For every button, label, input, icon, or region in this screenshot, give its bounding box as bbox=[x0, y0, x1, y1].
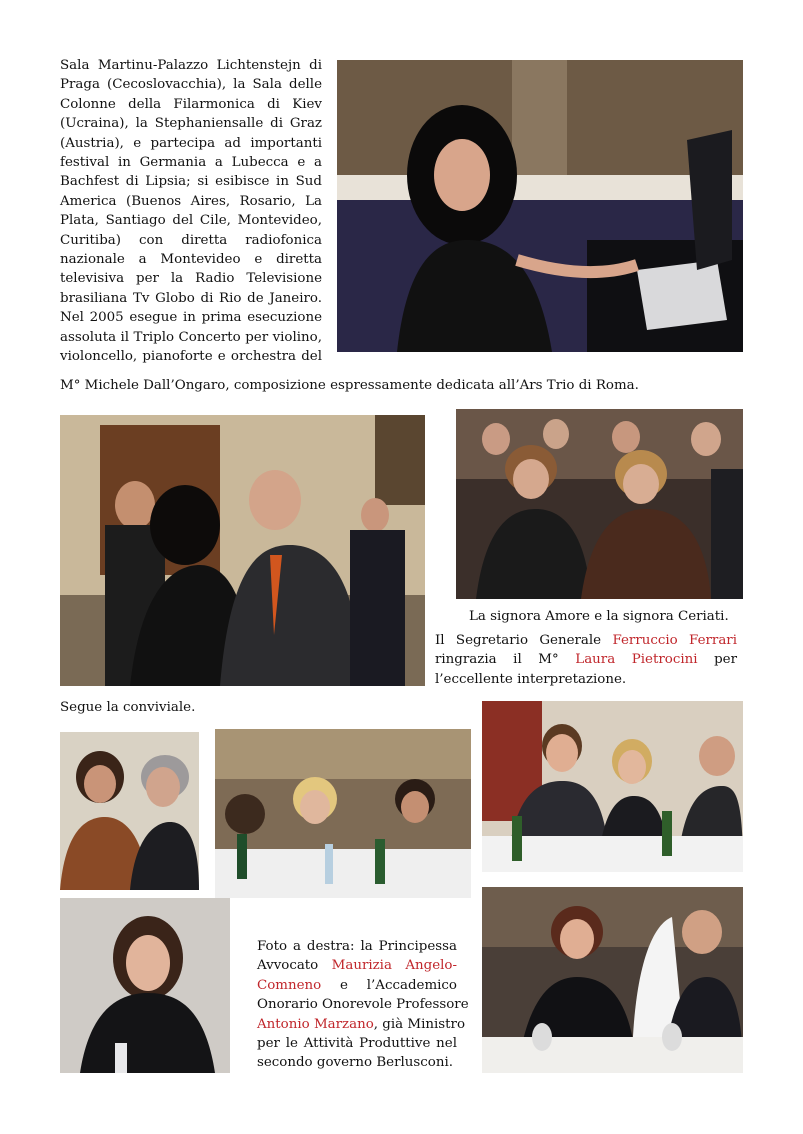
photo-guests-table bbox=[482, 701, 743, 872]
intro-line: violoncello, pianoforte e orchestra del bbox=[60, 349, 322, 365]
intro-line: assoluta il Triplo Concerto per violino, bbox=[60, 329, 322, 345]
caption-right-line-1: Foto a destra: la Principessa bbox=[257, 939, 457, 954]
caption-right-line-2 bbox=[257, 956, 457, 975]
photo-ladies bbox=[456, 409, 743, 599]
photo-dinner-tables bbox=[215, 729, 471, 898]
intro-line: festival in Germania a Lubecca e a bbox=[60, 155, 322, 171]
name-antonio-marzano: Antonio Marzano bbox=[257, 1016, 374, 1032]
name-maurizia: Maurizia Angelo- bbox=[331, 958, 457, 974]
intro-last-line: M° Michele Dall’Ongaro, composizione espressamente dedicata all’Ars Trio di Roma. bbox=[60, 378, 639, 393]
intro-line: Curitiba) con diretta radiofonica bbox=[60, 232, 322, 248]
caption-convivial: Segue la conviviale. bbox=[60, 700, 196, 715]
intro-line: Colonne della Filarmonica di Kiev bbox=[60, 96, 322, 112]
name-ferruccio-ferrari: Ferruccio Ferrari bbox=[612, 633, 737, 648]
name-laura-pietrocini: Laura Pietrocini bbox=[575, 652, 698, 668]
caption-right-line-4: Onorario Onorevole Professore bbox=[257, 997, 469, 1013]
intro-line: televisiva per la Radio Televisione bbox=[60, 271, 322, 287]
intro-line: Sala Martinu-Palazzo Lichtenstejn di bbox=[60, 58, 322, 73]
caption-right-line-3 bbox=[257, 976, 457, 995]
photo-princess-minister bbox=[482, 887, 743, 1073]
intro-line: Praga (Cecoslovacchia), la Sala delle bbox=[60, 77, 322, 93]
caption-right-title: Avvocato bbox=[257, 958, 332, 974]
intro-line: America (Buenos Aires, Rosario, La bbox=[60, 193, 322, 209]
intro-line: nazionale a Montevideo e diretta bbox=[60, 252, 322, 268]
intro-paragraph bbox=[60, 56, 322, 367]
photo-woman-portrait bbox=[60, 898, 230, 1073]
caption-thanks-line-2 bbox=[435, 650, 737, 669]
caption-thanks-line-3: l’eccellente interpretazione. bbox=[435, 671, 627, 687]
caption-thanks-per: per bbox=[697, 652, 737, 668]
caption-right-line-7: secondo governo Berlusconi. bbox=[257, 1055, 454, 1071]
caption-photo-right bbox=[257, 937, 469, 1073]
intro-line: (Austria), e partecipa ad importanti bbox=[60, 135, 322, 151]
intro-line: Nel 2005 esegue in prima esecuzione bbox=[60, 310, 322, 326]
caption-right-line-6: per le Attività Produttive nel bbox=[257, 1036, 457, 1052]
intro-line: brasiliana Tv Globo di Rio de Janeiro. bbox=[60, 290, 322, 306]
caption-thanks bbox=[435, 631, 737, 689]
intro-line: Bachfest di Lipsia; si esibisce in Sud bbox=[60, 174, 322, 190]
caption-right-line-5 bbox=[257, 1015, 466, 1034]
name-comneno: Comneno bbox=[257, 977, 322, 993]
caption-thanks-line-1 bbox=[435, 631, 737, 650]
caption-right-minister: , già Ministro bbox=[373, 1016, 466, 1032]
photo-pianist bbox=[337, 60, 743, 352]
intro-line: (Ucraina), la Stephaniensalle di Graz bbox=[60, 116, 322, 132]
caption-thanks-verb: ringrazia il M° bbox=[435, 652, 576, 668]
photo-handshake bbox=[60, 415, 425, 686]
photo-dinner-ladies bbox=[60, 732, 199, 890]
caption-thanks-prefix: Il Segretario Generale bbox=[435, 633, 613, 648]
intro-line: Plata, Santiago del Cile, Montevideo, bbox=[60, 213, 322, 229]
caption-ladies: La signora Amore e la signora Ceriati. bbox=[469, 609, 729, 624]
caption-right-academic: e l’Accademico bbox=[321, 977, 457, 993]
